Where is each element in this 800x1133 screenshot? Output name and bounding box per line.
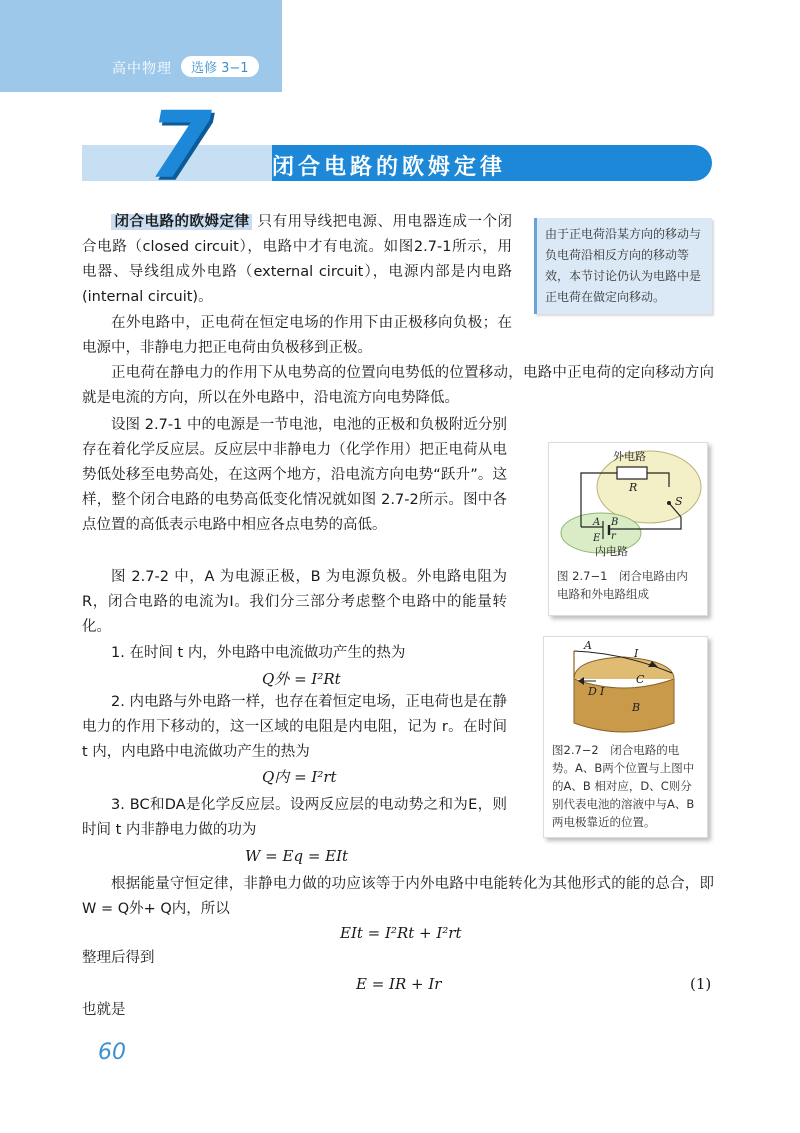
formula-external-heat: Q外 = I²Rt xyxy=(262,670,341,688)
figure-2-7-2 xyxy=(543,636,708,838)
formula-internal-heat: Q内 = I²rt xyxy=(262,768,337,786)
header-subject: 高中物理 xyxy=(112,61,172,77)
point-b-label: B xyxy=(611,517,619,528)
paragraph-11: 也就是 xyxy=(82,1002,126,1018)
section-title: 闭合电路的欧姆定律 xyxy=(272,154,507,180)
paragraph-4: 设图 2.7-1 中的电源是一节电池，电池的正极和负极附近分别存在着化学反应层。反应层中非静电力（化学作用）把正电荷从电势低处移至电势高处，在这两个地方，沿电流方向电势“跃升”。这样，整个闭合电路的电势高低变化情况就如图 2.7-2所示。图中各点位置的高低表示电路中相应各点电势的高低。 xyxy=(82,417,507,533)
paragraph-1 xyxy=(82,210,512,310)
figure-2-7-2-caption: 图2.7−2 闭合电路的电势。A、B两个位置与上图中的A、B 相对应，D、C则分别代表电池的溶液中与A、B两电极靠近的位置。 xyxy=(552,743,695,829)
switch-pivot xyxy=(667,501,671,505)
fig2-point-a: A xyxy=(584,639,592,652)
inner-circuit-label: 内电路 xyxy=(595,545,628,558)
section-number: 7 xyxy=(148,92,213,199)
fig2-point-d: D xyxy=(588,685,597,698)
formula-energy-balance: EIt = I²Rt + I²rt xyxy=(340,924,462,942)
fig2-current-label: I xyxy=(634,647,639,660)
internal-r-label: r xyxy=(611,531,616,542)
paragraph-6: 1. 在时间 t 内，外电路中电流做功产生的热为 xyxy=(111,645,406,661)
formula-work: W = Eq = EIt xyxy=(245,847,349,865)
resistor-label: R xyxy=(629,481,638,494)
switch-label: S xyxy=(675,495,683,508)
paragraph-2: 在外电路中，正电荷在恒定电场的作用下由正极移向负极；在电源中，非静电力把正电荷由负极移到正极。 xyxy=(82,315,512,356)
potential-diagram xyxy=(544,637,707,741)
paragraph-3: 正电荷在静电力的作用下从电势高的位置向电势低的位置移动，电路中正电荷的定向移动方向就是电流的方向，所以在外电路中，沿电流方向电势降低。 xyxy=(82,365,714,406)
circuit-diagram xyxy=(549,443,707,563)
header-band xyxy=(0,0,282,92)
paragraph-7: 2. 内电路与外电路一样，也存在着恒定电场，正电荷也是在静电力的作用下移动的，这一区域的电阻是内电阻，记为 r。在时间 t 内，内电路中电流做功产生的热为 xyxy=(82,694,507,760)
fig2-point-c: C xyxy=(636,673,645,686)
figure-2-7-1 xyxy=(548,442,708,616)
fig2-point-b: B xyxy=(632,701,641,714)
page-number: 60 xyxy=(98,1040,126,1065)
point-a-label: A xyxy=(593,517,601,528)
formula-emf: E = IR + Ir xyxy=(356,975,442,993)
emf-label: E xyxy=(593,533,601,544)
paragraph-1-text: 只有用导线把电源、用电器连成一个闭合电路（closed circuit），电路中才有电流。如图2.7-1所示，用电器、导线组成外电路（external circuit），电源内部是内电路(internal circuit)。 xyxy=(82,214,513,305)
resistor-symbol xyxy=(617,467,647,479)
paragraph-5: 图 2.7-2 中，A 为电源正极，B 为电源负极。外电路电阻为R，闭合电路的电流为I。我们分三部分考虑整个电路中的能量转化。 xyxy=(82,569,507,635)
sidenote: 由于正电荷沿某方向的移动与负电荷沿相反方向的移动等效，本节讨论仍认为电路中是正电荷在做定向移动。 xyxy=(534,218,712,314)
figure-2-7-1-caption: 图 2.7−1 闭合电路由内电路和外电路组成 xyxy=(557,569,688,601)
paragraph-9: 根据能量守恒定律，非静电力做的功应该等于内外电路中电能转化为其他形式的能的总合，即 W = Q外+ Q内，所以 xyxy=(82,876,714,917)
paragraph-8: 3. BC和DA是化学反应层。设两反应层的电动势之和为E，则时间 t 内非静电力做的功为 xyxy=(82,797,507,838)
paragraph-10: 整理后得到 xyxy=(82,950,155,966)
header-volume-badge: 选修 3−1 xyxy=(181,56,259,77)
outer-circuit-label: 外电路 xyxy=(613,450,646,463)
keyword-closed-circuit-law: 闭合电路的欧姆定律 xyxy=(111,214,252,230)
fig2-current-d-label: I xyxy=(600,685,605,698)
formula-number: (1) xyxy=(690,975,712,993)
